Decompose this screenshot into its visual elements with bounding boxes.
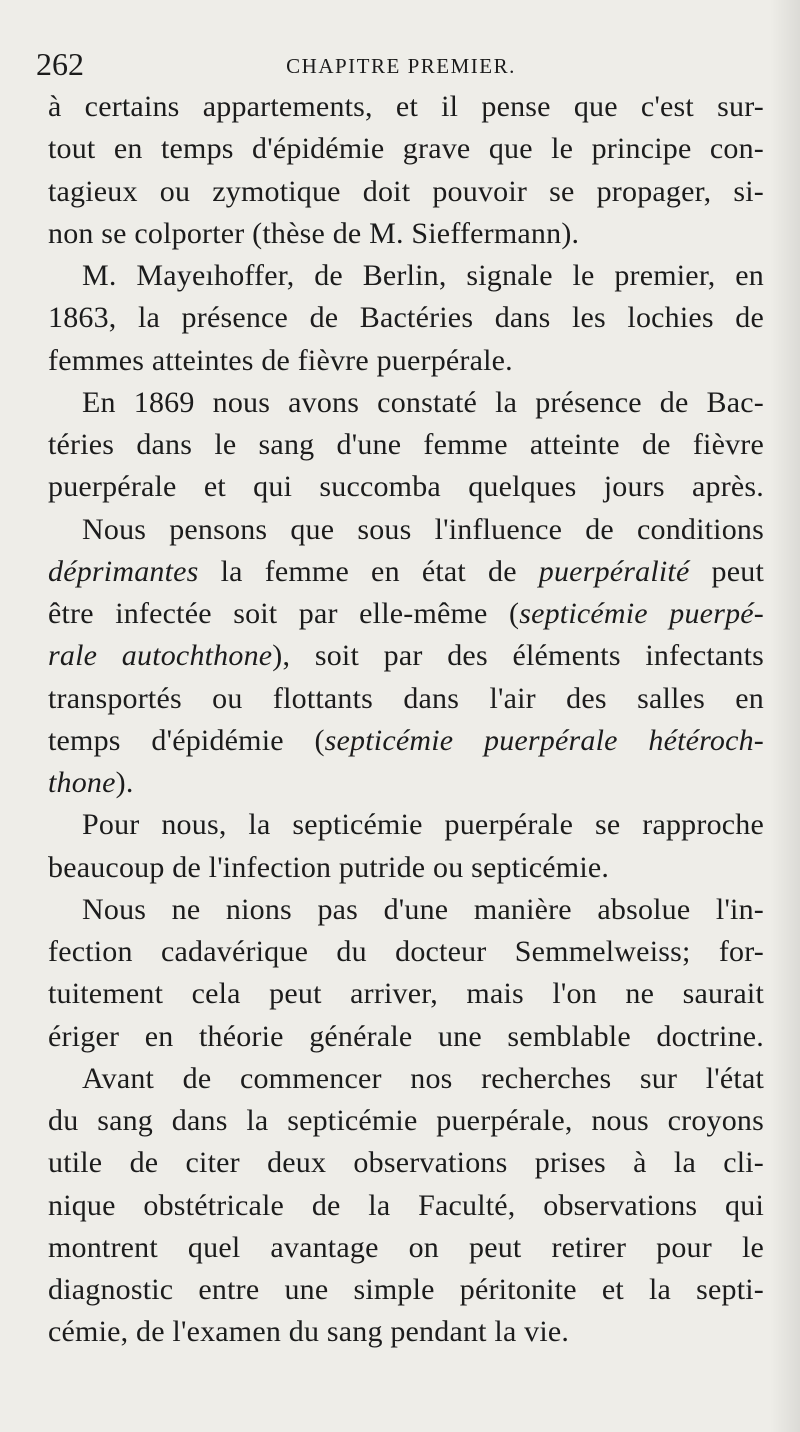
text-segment: peut [689, 554, 764, 588]
italic-term: rale autochthone [48, 639, 273, 673]
paragraph-start-line: Pour nous, la septicémie puerpérale se rapproche [82, 808, 764, 842]
text-line [48, 593, 764, 635]
text-line [48, 720, 764, 762]
italic-term: puerpéralité [538, 554, 690, 588]
text-line [48, 762, 764, 804]
text-line: nique obstétricale de la Faculté, observations qui [48, 1188, 764, 1222]
italic-term: septicémie puerpérale hétéroch- [324, 723, 764, 757]
text-line: ériger en théorie générale une semblable doctrine. [48, 1019, 764, 1053]
text-line: téries dans le sang d'une femme atteinte de fièvre [48, 428, 764, 461]
italic-term: thone [48, 766, 116, 799]
text-segment: ). [115, 766, 134, 799]
text-line: montrent quel avantage on peut retirer pour le [48, 1230, 764, 1264]
page-edge-shadow [770, 0, 800, 1432]
text-line: fection cadavérique du docteur Semmelweiss; for- [48, 935, 764, 968]
text-line: diagnostic entre une simple péritonite et la septi- [48, 1273, 764, 1306]
text-segment: temps d'épidémie ( [48, 723, 325, 757]
paragraph-start-line: Nous pensons que sous l'influence de conditions [82, 512, 764, 546]
page-number: 262 [36, 46, 84, 82]
text-line: cémie, de l'examen du sang pendant la vie. [48, 1315, 570, 1349]
text-line: utile de citer deux observations prises à la cli- [48, 1146, 764, 1180]
text-line: femmes atteintes de fièvre puerpérale. [48, 343, 513, 377]
body-text [48, 86, 764, 1354]
text-line: tagieux ou zymotique doit pouvoir se propager, si- [48, 174, 764, 208]
text-segment: ), soit par des éléments infectants [272, 639, 765, 673]
text-line: 1863, la présence de Bactéries dans les lochies de [48, 301, 764, 335]
text-line: transportés ou flottants dans l'air des salles en [48, 681, 764, 715]
text-line: non se colporter (thèse de M. Sieffermann). [48, 216, 580, 250]
paragraph-start-line: Nous ne nions pas d'une manière absolue l'in- [82, 892, 764, 926]
paragraph-start-line: M. Mayeıhoffer, de Berlin, signale le premier, en [82, 259, 764, 292]
running-title: CHAPITRE PREMIER. [286, 54, 516, 78]
text-segment: être infectée soit par elle-même ( [48, 597, 520, 630]
paragraph-start-line: En 1869 nous avons constaté la présence de Bac- [82, 385, 764, 419]
text-line: tout en temps d'épidémie grave que le principe con- [48, 132, 764, 166]
text-line: à certains appartements, et il pense que c'est sur- [48, 90, 764, 123]
text-line: puerpérale et qui succomba quelques jours après. [48, 470, 764, 504]
italic-term: déprimantes [48, 554, 199, 588]
italic-term: septicémie puerpé- [519, 597, 764, 630]
page-header [36, 42, 766, 86]
text-line: beaucoup de l'infection putride ou septicémie. [48, 850, 610, 884]
text-line: tuitement cela peut arriver, mais l'on ne saurait [48, 977, 764, 1011]
text-line: du sang dans la septicémie puerpérale, nous croyons [48, 1104, 764, 1137]
text-segment: la femme en état de [198, 554, 539, 588]
text-line [48, 551, 764, 593]
paragraph-start-line: Avant de commencer nos recherches sur l'état [82, 1061, 764, 1095]
text-line [48, 635, 764, 677]
